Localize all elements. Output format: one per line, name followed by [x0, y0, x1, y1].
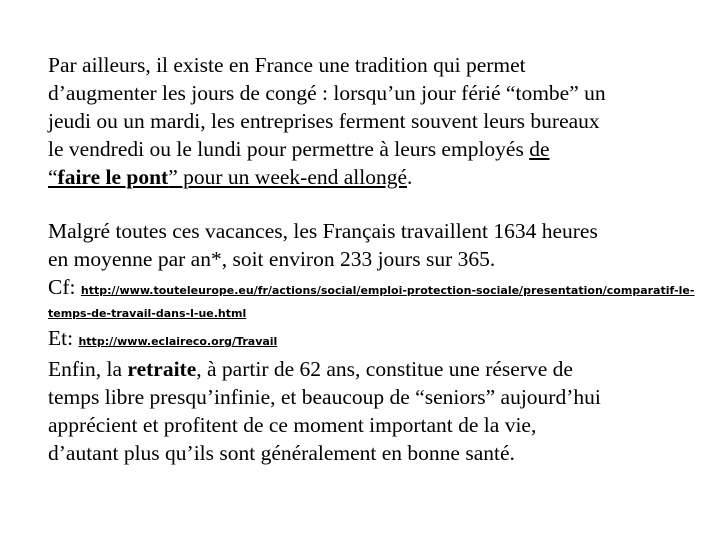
- paragraph-pont: [48, 51, 688, 191]
- et-label: Et:: [48, 326, 79, 350]
- text-line: en moyenne par an*, soit environ 233 jours sur 365.: [48, 247, 496, 271]
- text-segment: .: [407, 165, 413, 189]
- text-line: temps libre presqu’infinie, et beaucoup de “seniors” aujourd’hui: [48, 385, 601, 409]
- retraite-term: retraite: [127, 357, 197, 381]
- paragraph-gap: [48, 191, 688, 217]
- document-body: [48, 51, 695, 467]
- paragraph-work-hours: [48, 217, 695, 355]
- text-line: [48, 163, 688, 191]
- text-line: [48, 355, 688, 383]
- faire-le-pont-term: faire le pont: [57, 165, 169, 189]
- text-segment: , à partir de 62 ans, constitue une réserve de: [196, 357, 573, 381]
- underlined-text: de: [529, 137, 550, 161]
- touteleurope-link-continuation[interactable]: temps-de-travail-dans-l-ue.html: [48, 307, 247, 320]
- underlined-text: “: [48, 165, 58, 189]
- text-segment: le vendredi ou le lundi pour permettre à leurs employés: [48, 137, 530, 161]
- underlined-text: ” pour un week-end allongé: [168, 165, 408, 189]
- text-segment: Enfin, la: [48, 357, 128, 381]
- eclaireco-link[interactable]: http://www.eclaireco.org/Travail: [78, 335, 278, 348]
- text-line: jeudi ou un mardi, les entreprises ferment souvent leurs bureaux: [48, 109, 600, 133]
- paragraph-retraite: [48, 355, 688, 467]
- text-line: [48, 135, 688, 163]
- text-line: d’autant plus qu’ils sont généralement en bonne santé.: [48, 441, 515, 465]
- et-line: [48, 325, 688, 355]
- text-line: Malgré toutes ces vacances, les Français travaillent 1634 heures: [48, 219, 598, 243]
- touteleurope-link[interactable]: http://www.touteleurope.eu/fr/actions/social/emploi-protection-sociale/presentation/comparatif-le-: [80, 284, 695, 297]
- cf-label: Cf:: [48, 275, 81, 299]
- text-line: apprécient et profitent de ce moment important de la vie,: [48, 413, 537, 437]
- text-line: d’augmenter les jours de congé : lorsqu’un jour férié “tombe” un: [48, 81, 606, 105]
- text-line: Par ailleurs, il existe en France une tradition qui permet: [48, 53, 526, 77]
